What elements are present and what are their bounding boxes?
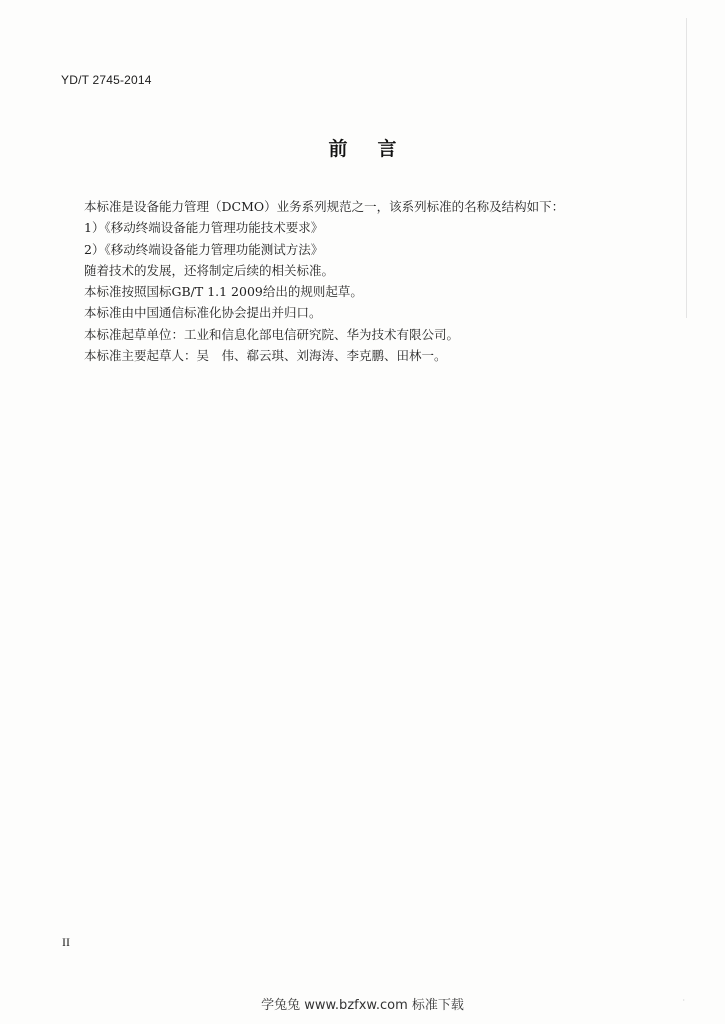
paragraph-proposer: 本标准由中国通信标准化协会提出并归口。 [84, 305, 322, 321]
paragraph-list-item-2: 2）《移动终端设备能力管理功能测试方法》 [84, 241, 324, 257]
page-title [0, 134, 725, 161]
paragraph-future-standards: 随着技术的发展，还将制定后续的相关标准。 [84, 262, 335, 278]
paragraph-list-item-1: 1）《移动终端设备能力管理功能技术要求》 [84, 220, 324, 236]
title-char-2: 言 [377, 138, 397, 160]
watermark-text: 学兔兔 www.bzfxw.com 标准下载 [261, 998, 464, 1013]
title-char-1: 前 [328, 138, 348, 160]
paragraph-drafting-units: 本标准起草单位：工业和信息化部电信研究院、华为技术有限公司。 [84, 326, 460, 342]
standard-code-header: YD/T 2745-2014 [61, 73, 152, 87]
paragraph-drafting-rules: 本标准按照国标GB/T 1.1 2009给出的规则起草。 [84, 284, 363, 300]
page-number: II [62, 935, 70, 949]
page-edge-line [686, 18, 687, 318]
paragraph-series-intro: 本标准是设备能力管理（DCMO）业务系列规范之一，该系列标准的名称及结构如下： [84, 199, 565, 214]
corner-mark: · [682, 996, 685, 1005]
paragraph-drafters: 本标准主要起草人：吴 伟、郗云琪、刘海涛、李克鹏、田林一。 [84, 348, 447, 364]
foreword-body [84, 196, 644, 366]
